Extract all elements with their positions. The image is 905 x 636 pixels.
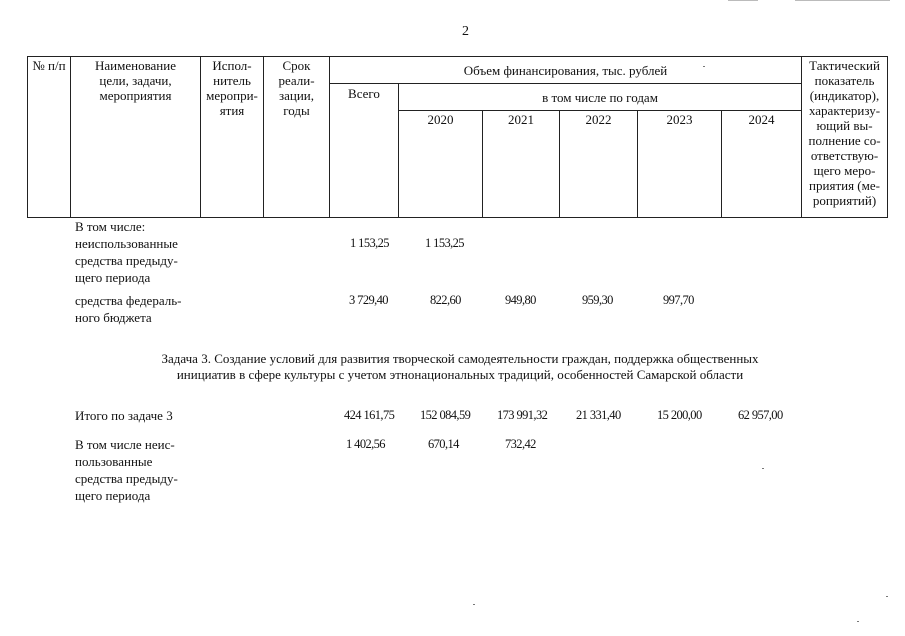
unused-2020: 1 153,25	[425, 236, 464, 250]
task-3-2020: 152 084,59	[420, 408, 471, 422]
edge-mark	[728, 0, 758, 1]
funding-table-header	[27, 56, 888, 218]
scan-speck	[762, 468, 764, 469]
unused-total: 1 153,25	[350, 236, 389, 250]
task-3-unused-label: В том числе неис- пользованные средства предыду- щего периода	[75, 437, 178, 503]
header-by-years: в том числе по годам	[399, 84, 802, 111]
header-name: Наименование цели, задачи, мероприятия	[71, 57, 201, 218]
federal-2021: 949,80	[505, 293, 536, 307]
federal-2022: 959,30	[582, 293, 613, 307]
header-year-2023: 2023	[638, 111, 722, 218]
header-year-2020: 2020	[399, 111, 483, 218]
scan-speck	[886, 596, 888, 597]
task-3-unused-2020: 670,14	[428, 437, 459, 451]
edge-mark	[795, 0, 890, 1]
task-3-2021: 173 991,32	[497, 408, 548, 422]
header-funding: Объем финансирования, тыс. рублей	[330, 57, 802, 84]
including-label: В том числе:	[75, 219, 146, 234]
federal-budget-label: средства федераль- ного бюджета	[75, 293, 182, 325]
header-total: Всего	[330, 84, 399, 218]
header-executor: Испол- нитель меропри- ятия	[201, 57, 264, 218]
task-3-2022: 21 331,40	[576, 408, 621, 422]
header-term: Срок реали- зации, годы	[264, 57, 330, 218]
unused-funds-label: неиспользованные средства предыду- щего периода	[75, 236, 178, 285]
header-indicator: Тактический показатель (индикатор), характеризу- ющий вы- полнение со- ответствую- щего меро- приятия (ме- роприятий)	[802, 57, 888, 218]
task-3-total-label: Итого по задаче 3	[75, 408, 173, 423]
task-3-total: 424 161,75	[344, 408, 395, 422]
header-number: № п/п	[28, 57, 71, 218]
federal-2023: 997,70	[663, 293, 694, 307]
header-year-2021: 2021	[483, 111, 560, 218]
task-3-2023: 15 200,00	[657, 408, 702, 422]
task-3-heading: Задача 3. Создание условий для развития творческой самодеятельности граждан, поддержка общественных инициатив в сфере культуры с учетом этнонациональных традиций, особенностей Самарской области	[161, 351, 759, 382]
task-3-unused-2021: 732,42	[505, 437, 536, 451]
scan-speck	[857, 621, 859, 622]
scan-speck	[473, 604, 475, 605]
task-3-unused-total: 1 402,56	[346, 437, 385, 451]
page-number: 2	[462, 24, 469, 39]
task-3-2024: 62 957,00	[738, 408, 783, 422]
federal-total: 3 729,40	[349, 293, 388, 307]
federal-2020: 822,60	[430, 293, 461, 307]
scan-speck	[703, 66, 705, 67]
header-year-2024: 2024	[722, 111, 802, 218]
header-year-2022: 2022	[560, 111, 638, 218]
